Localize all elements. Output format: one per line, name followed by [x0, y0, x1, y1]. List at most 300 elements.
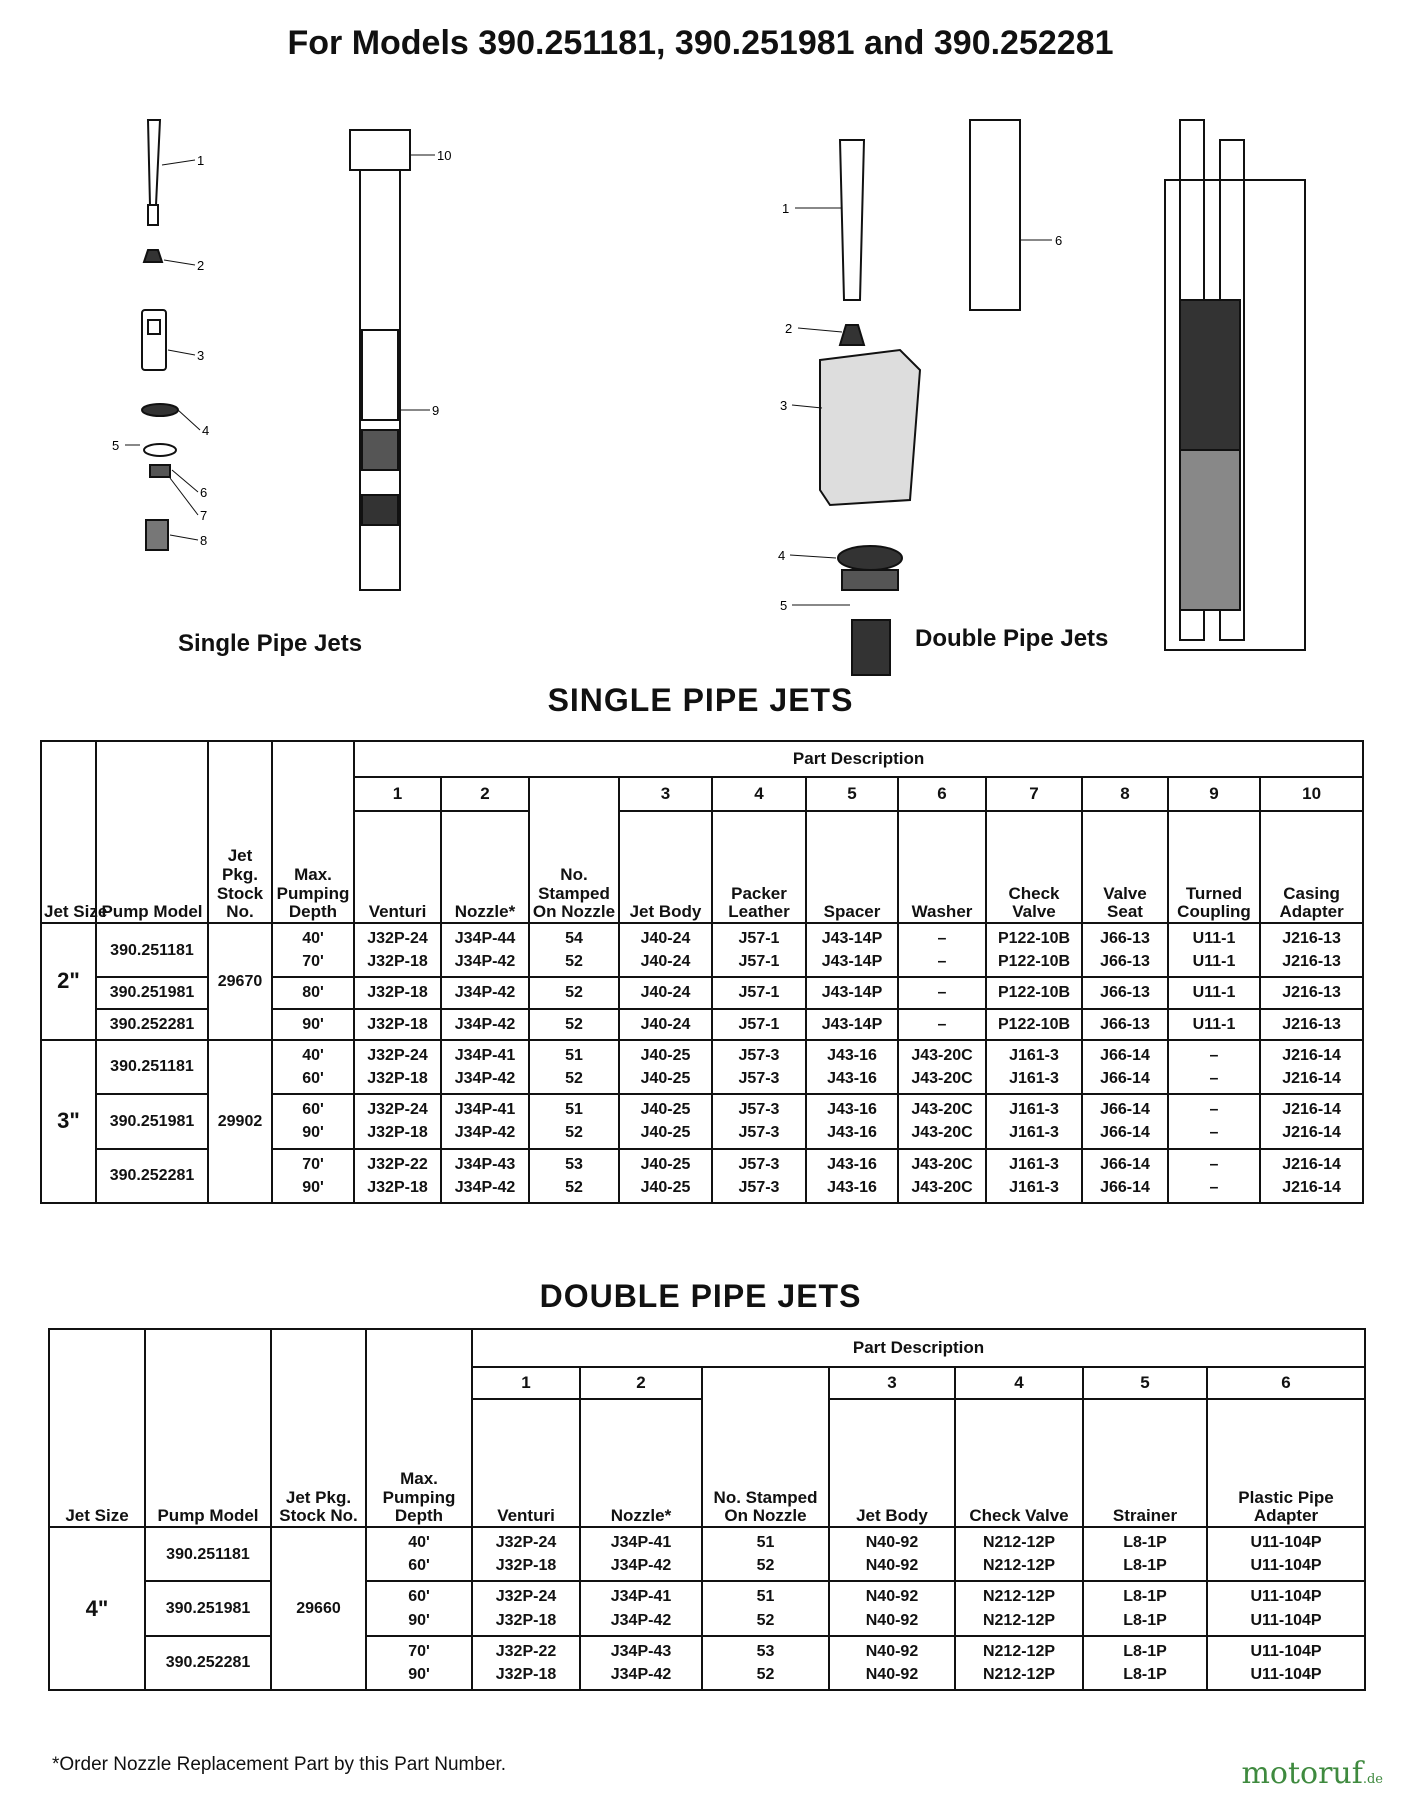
cell-value: 52 [565, 1178, 583, 1196]
cell-value: J43-20C [911, 1069, 973, 1087]
value-cell [580, 1581, 702, 1635]
cell-value: 90' [302, 1178, 324, 1196]
part-num: 5 [806, 777, 898, 811]
cell-value: J66-14 [1100, 1101, 1150, 1119]
cell-value: L8-1P [1123, 1557, 1167, 1575]
cell-value: J34P-43 [610, 1642, 672, 1660]
pump-model-cell: 390.252281 [96, 1009, 208, 1040]
cell-value: J40-25 [640, 1069, 691, 1087]
cell-value: – [937, 1015, 947, 1033]
value-cell [898, 1040, 986, 1094]
cell-value: J34P-42 [610, 1557, 672, 1575]
value-cell [366, 1636, 472, 1690]
cell-value: J216-14 [1282, 1069, 1341, 1087]
cell-value: J66-14 [1100, 1155, 1150, 1173]
cell-value: J161-3 [1009, 1069, 1059, 1087]
value-cell [898, 977, 986, 1008]
cell-value: J43-20C [911, 1101, 973, 1119]
callout-3: 3 [780, 398, 788, 413]
single-table-body [41, 923, 1363, 1203]
value-cell [354, 977, 441, 1008]
cell-value: J34P-42 [610, 1611, 672, 1629]
pump-model-cell: 390.251181 [96, 1040, 208, 1094]
cell-value: 51 [565, 1101, 583, 1119]
cell-value: 52 [756, 1611, 775, 1629]
value-cell [619, 977, 712, 1008]
cell-value: U11-1 [1192, 984, 1236, 1002]
stock-no-cell: 29902 [208, 1040, 272, 1203]
value-cell [354, 1009, 441, 1040]
value-cell [619, 1094, 712, 1148]
table-row [49, 1581, 1365, 1635]
callout-6: 6 [200, 485, 208, 500]
cell-value: J40-24 [640, 1015, 691, 1033]
cell-value: J57-3 [738, 1178, 780, 1196]
cell-value: J57-1 [738, 930, 780, 947]
value-cell [986, 1149, 1082, 1203]
cell-value: J161-3 [1009, 1178, 1059, 1196]
brand-name: motoruf [1241, 1756, 1363, 1791]
callout-2: 2 [197, 258, 205, 273]
cell-value: – [1209, 1124, 1219, 1142]
single-section-heading: SINGLE PIPE JETS [547, 682, 854, 718]
table-row [41, 1040, 1363, 1094]
cell-value: 52 [565, 984, 583, 1002]
value-cell [441, 977, 529, 1008]
cell-value: J34P-42 [454, 1015, 516, 1033]
callout-6: 6 [1055, 233, 1063, 248]
cell-value: J43-16 [827, 1069, 877, 1087]
value-cell [1082, 1094, 1168, 1148]
cell-value: 70' [302, 1155, 324, 1173]
value-cell [1260, 1094, 1363, 1148]
table-row [41, 923, 1363, 977]
callout-5: 5 [780, 598, 788, 613]
footnote: *Order Nozzle Replacement Part by this Part Number. [52, 1754, 507, 1775]
col-stock-no: Jet Pkg. Stock No. [208, 741, 272, 923]
value-cell [806, 1149, 898, 1203]
value-cell [1082, 1149, 1168, 1203]
cell-value: J40-25 [640, 1101, 691, 1119]
value-cell [1260, 977, 1363, 1008]
col-jet-size: Jet Size [49, 1329, 145, 1527]
value-cell [1260, 1040, 1363, 1094]
cell-value: J66-14 [1100, 1069, 1150, 1087]
callout-5: 5 [112, 438, 120, 453]
value-cell [702, 1527, 829, 1581]
cell-value: J43-14P [821, 953, 883, 971]
pump-model-cell: 390.251181 [145, 1527, 271, 1581]
single-pipe-jets-figure [100, 110, 460, 630]
cell-value: J161-3 [1009, 1046, 1059, 1064]
cell-value: – [1209, 1046, 1219, 1064]
col-strainer: Strainer [1083, 1399, 1207, 1527]
cell-value: J216-13 [1282, 984, 1341, 1002]
col-turned-coupling: Turned Coupling [1168, 811, 1260, 923]
cell-value: N40-92 [865, 1642, 919, 1660]
col-venturi: Venturi [472, 1399, 580, 1527]
part-num: 1 [472, 1367, 580, 1399]
pump-model-cell: 390.251981 [145, 1581, 271, 1635]
table-row [49, 1636, 1365, 1690]
value-cell [1083, 1636, 1207, 1690]
cell-value: J32P-18 [495, 1665, 557, 1683]
cell-value: J32P-18 [367, 953, 428, 971]
value-cell [986, 923, 1082, 977]
cell-value: J57-3 [738, 1101, 780, 1119]
value-cell [1082, 1009, 1168, 1040]
part-num: 6 [898, 777, 986, 811]
cell-value: 51 [756, 1588, 775, 1606]
cell-value: J32P-18 [495, 1557, 557, 1575]
cell-value: 53 [565, 1155, 583, 1173]
cell-value: J34P-41 [610, 1534, 672, 1551]
cell-value: J32P-18 [367, 1178, 428, 1196]
value-cell [354, 1040, 441, 1094]
double-pipe-jets-figure [770, 100, 1330, 660]
value-cell [712, 923, 806, 977]
value-cell [1260, 1009, 1363, 1040]
cell-value: J57-1 [738, 1015, 780, 1033]
cell-value: J57-3 [738, 1069, 780, 1087]
cell-value: L8-1P [1123, 1642, 1167, 1660]
value-cell [806, 1009, 898, 1040]
col-stamped: No. Stamped On Nozzle [529, 777, 619, 923]
cell-value: J43-20C [911, 1046, 973, 1064]
value-cell [619, 923, 712, 977]
part-num: 5 [1083, 1367, 1207, 1399]
cell-value: J32P-24 [367, 1101, 428, 1119]
cell-value: U11-1 [1192, 953, 1236, 971]
cell-value: J66-14 [1100, 1124, 1150, 1142]
value-cell [806, 977, 898, 1008]
col-check-valve: Check Valve [955, 1399, 1083, 1527]
stock-no-cell: 29660 [271, 1527, 366, 1690]
cell-value: P122-10B [997, 1015, 1071, 1033]
cell-value: 52 [565, 953, 583, 971]
part-num: 6 [1207, 1367, 1365, 1399]
part-num: 3 [829, 1367, 955, 1399]
value-cell [1168, 1094, 1260, 1148]
value-cell [472, 1581, 580, 1635]
value-cell [712, 1040, 806, 1094]
cell-value: 90' [302, 1124, 324, 1142]
value-cell [1260, 923, 1363, 977]
callout-4: 4 [778, 548, 786, 563]
cell-value: J32P-24 [367, 930, 428, 947]
cell-value: J34P-42 [454, 1124, 516, 1142]
cell-value: J216-14 [1282, 1155, 1341, 1173]
cell-value: N40-92 [865, 1534, 919, 1551]
cell-value: J216-14 [1282, 1101, 1341, 1119]
cell-value: U11-104P [1250, 1611, 1322, 1629]
value-cell [955, 1636, 1083, 1690]
value-cell [441, 923, 529, 977]
cell-value: N40-92 [865, 1557, 919, 1575]
value-cell [829, 1527, 955, 1581]
col-casing-adapter: Casing Adapter [1260, 811, 1363, 923]
cell-value: J40-24 [640, 953, 691, 971]
part-num: 7 [986, 777, 1082, 811]
value-cell [986, 1094, 1082, 1148]
cell-value: N212-12P [982, 1534, 1056, 1551]
value-cell [829, 1636, 955, 1690]
cell-value: J34P-41 [610, 1588, 672, 1606]
callout-7: 7 [200, 508, 208, 523]
cell-value: – [1209, 1101, 1219, 1119]
value-cell [1207, 1527, 1365, 1581]
cell-value: J57-3 [738, 1155, 780, 1173]
value-cell [354, 1094, 441, 1148]
col-packer-leather: Packer Leather [712, 811, 806, 923]
cell-value: J32P-18 [367, 1069, 428, 1087]
col-max-depth: Max. Pumping Depth [272, 741, 354, 923]
value-cell [1168, 1149, 1260, 1203]
value-cell [986, 977, 1082, 1008]
part-num: 2 [441, 777, 529, 811]
value-cell [366, 1527, 472, 1581]
cell-value: U11-104P [1250, 1665, 1322, 1683]
cell-value: – [937, 953, 947, 971]
double-section-heading: DOUBLE PIPE JETS [539, 1278, 862, 1314]
col-stamped: No. Stamped On Nozzle [702, 1367, 829, 1527]
cell-value: 54 [565, 930, 583, 947]
cell-value: P122-10B [997, 953, 1071, 971]
col-pump-model: Pump Model [145, 1329, 271, 1527]
callout-4: 4 [202, 423, 210, 438]
cell-value: P122-10B [997, 930, 1071, 947]
value-cell [1082, 923, 1168, 977]
cell-value: J57-1 [738, 953, 780, 971]
cell-value: J40-25 [640, 1124, 691, 1142]
value-cell [806, 1094, 898, 1148]
pump-model-cell: 390.251981 [96, 977, 208, 1008]
cell-value: N40-92 [865, 1665, 919, 1683]
cell-value: J34P-41 [454, 1101, 516, 1119]
value-cell [441, 1040, 529, 1094]
value-cell [898, 1009, 986, 1040]
single-pipe-table [40, 740, 1364, 1204]
value-cell [702, 1581, 829, 1635]
cell-value: J40-24 [640, 930, 691, 947]
part-description-header: Part Description [354, 741, 1363, 777]
jet-size-cell: 2" [41, 923, 96, 1040]
col-nozzle: Nozzle* [441, 811, 529, 923]
value-cell [986, 1009, 1082, 1040]
part-description-header: Part Description [472, 1329, 1365, 1367]
cell-value: U11-104P [1250, 1588, 1322, 1606]
cell-value: J216-14 [1282, 1124, 1341, 1142]
value-cell [472, 1527, 580, 1581]
cell-value: J66-13 [1100, 953, 1150, 971]
cell-value: J216-14 [1282, 1178, 1341, 1196]
value-cell [580, 1636, 702, 1690]
value-cell [955, 1527, 1083, 1581]
col-plastic-pipe-adapter: Plastic Pipe Adapter [1207, 1399, 1365, 1527]
single-figure-caption: Single Pipe Jets [178, 630, 363, 657]
cell-value: J43-14P [821, 984, 883, 1002]
col-check-valve: Check Valve [986, 811, 1082, 923]
col-jet-size: Jet Size [41, 741, 96, 923]
double-pipe-table [48, 1328, 1366, 1691]
value-cell [529, 1094, 619, 1148]
cell-value: J43-20C [911, 1124, 973, 1142]
cell-value: J32P-18 [367, 1124, 428, 1142]
value-cell [529, 977, 619, 1008]
value-cell [619, 1040, 712, 1094]
cell-value: J161-3 [1009, 1101, 1059, 1119]
value-cell [272, 1149, 354, 1203]
callout-9: 9 [432, 403, 440, 418]
part-num: 2 [580, 1367, 702, 1399]
cell-value: 52 [565, 1124, 583, 1142]
cell-value: N212-12P [982, 1588, 1056, 1606]
jet-size-cell: 4" [49, 1527, 145, 1690]
cell-value: J34P-42 [454, 1069, 516, 1087]
value-cell [441, 1149, 529, 1203]
callout-1: 1 [197, 153, 205, 168]
cell-value: – [1209, 1069, 1219, 1087]
value-cell [441, 1094, 529, 1148]
pump-model-cell: 390.252281 [96, 1149, 208, 1203]
cell-value: J216-13 [1282, 953, 1341, 971]
cell-value: J161-3 [1009, 1124, 1059, 1142]
cell-value: J43-16 [827, 1155, 877, 1173]
value-cell [712, 1094, 806, 1148]
cell-value: J34P-42 [454, 1178, 516, 1196]
cell-value: J32P-24 [367, 1046, 428, 1064]
cell-value: 80' [302, 984, 324, 1002]
cell-value: 90' [408, 1611, 430, 1629]
value-cell [712, 1009, 806, 1040]
cell-value: J43-20C [911, 1155, 973, 1173]
value-cell [354, 923, 441, 977]
value-cell [529, 1009, 619, 1040]
cell-value: J40-25 [640, 1046, 691, 1064]
value-cell [272, 923, 354, 977]
value-cell [619, 1009, 712, 1040]
cell-value: J66-13 [1100, 930, 1150, 947]
cell-value: 40' [302, 1046, 324, 1064]
cell-value: 60' [302, 1101, 324, 1119]
cell-value: L8-1P [1123, 1611, 1167, 1629]
table-row [49, 1527, 1365, 1581]
cell-value: J34P-42 [454, 953, 516, 971]
cell-value: L8-1P [1123, 1665, 1167, 1683]
col-nozzle: Nozzle* [580, 1399, 702, 1527]
cell-value: – [1209, 1155, 1219, 1173]
cell-value: 52 [756, 1557, 775, 1575]
jet-size-cell: 3" [41, 1040, 96, 1203]
cell-value: J40-25 [640, 1178, 691, 1196]
value-cell [272, 1009, 354, 1040]
cell-value: N40-92 [865, 1588, 919, 1606]
cell-value: J57-3 [738, 1124, 780, 1142]
cell-value: – [937, 930, 947, 947]
part-num: 10 [1260, 777, 1363, 811]
value-cell [1082, 1040, 1168, 1094]
value-cell [366, 1581, 472, 1635]
cell-value: J34P-44 [454, 930, 516, 947]
col-valve-seat: Valve Seat [1082, 811, 1168, 923]
col-stock-no: Jet Pkg. Stock No. [271, 1329, 366, 1527]
cell-value: 60' [302, 1069, 324, 1087]
value-cell [898, 923, 986, 977]
cell-value: N212-12P [982, 1611, 1056, 1629]
value-cell [1168, 1009, 1260, 1040]
value-cell [806, 1040, 898, 1094]
col-jet-body: Jet Body [619, 811, 712, 923]
value-cell [1207, 1636, 1365, 1690]
brand-logo [1241, 1756, 1383, 1791]
value-cell [829, 1581, 955, 1635]
cell-value: J40-24 [640, 984, 691, 1002]
cell-value: L8-1P [1123, 1534, 1167, 1551]
stock-no-cell: 29670 [208, 923, 272, 1040]
cell-value: J32P-18 [367, 984, 428, 1002]
cell-value: 70' [408, 1642, 430, 1660]
page-title: For Models 390.251181, 390.251981 and 390.252281 [287, 24, 1114, 62]
value-cell [986, 1040, 1082, 1094]
cell-value: J43-20C [911, 1178, 973, 1196]
callout-8: 8 [200, 533, 208, 548]
cell-value: J43-16 [827, 1046, 877, 1064]
cell-value: J66-13 [1100, 1015, 1150, 1033]
cell-value: J40-25 [640, 1155, 691, 1173]
cell-value: J216-13 [1282, 930, 1341, 947]
cell-value: J32P-22 [495, 1642, 557, 1660]
cell-value: J216-14 [1282, 1046, 1341, 1064]
cell-value: 52 [565, 1069, 583, 1087]
value-cell [1168, 923, 1260, 977]
cell-value: J43-16 [827, 1124, 877, 1142]
cell-value: N40-92 [865, 1611, 919, 1629]
col-washer: Washer [898, 811, 986, 923]
callout-3: 3 [197, 348, 205, 363]
value-cell [898, 1094, 986, 1148]
cell-value: N212-12P [982, 1557, 1056, 1575]
cell-value: J32P-18 [495, 1611, 557, 1629]
cell-value: J66-14 [1100, 1046, 1150, 1064]
cell-value: – [1209, 1178, 1219, 1196]
cell-value: 90' [408, 1665, 430, 1683]
double-table-body [49, 1527, 1365, 1690]
cell-value: J43-14P [821, 930, 883, 947]
col-pump-model: Pump Model [96, 741, 208, 923]
cell-value: N212-12P [982, 1665, 1056, 1683]
cell-value: J57-1 [738, 984, 780, 1002]
pump-model-cell: 390.251981 [96, 1094, 208, 1148]
callout-1: 1 [782, 201, 790, 216]
value-cell [529, 923, 619, 977]
cell-value: 53 [756, 1642, 775, 1660]
value-cell [441, 1009, 529, 1040]
part-num: 1 [354, 777, 441, 811]
cell-value: J32P-24 [495, 1588, 557, 1606]
cell-value: J34P-43 [454, 1155, 516, 1173]
col-jet-body: Jet Body [829, 1399, 955, 1527]
cell-value: P122-10B [997, 984, 1071, 1002]
part-num: 4 [712, 777, 806, 811]
cell-value: J32P-22 [367, 1155, 428, 1173]
col-max-depth: Max. Pumping Depth [366, 1329, 472, 1527]
cell-value: J66-13 [1100, 984, 1150, 1002]
value-cell [955, 1581, 1083, 1635]
cell-value: J216-13 [1282, 1015, 1341, 1033]
callout-2: 2 [785, 321, 793, 336]
value-cell [272, 1094, 354, 1148]
value-cell [1168, 977, 1260, 1008]
